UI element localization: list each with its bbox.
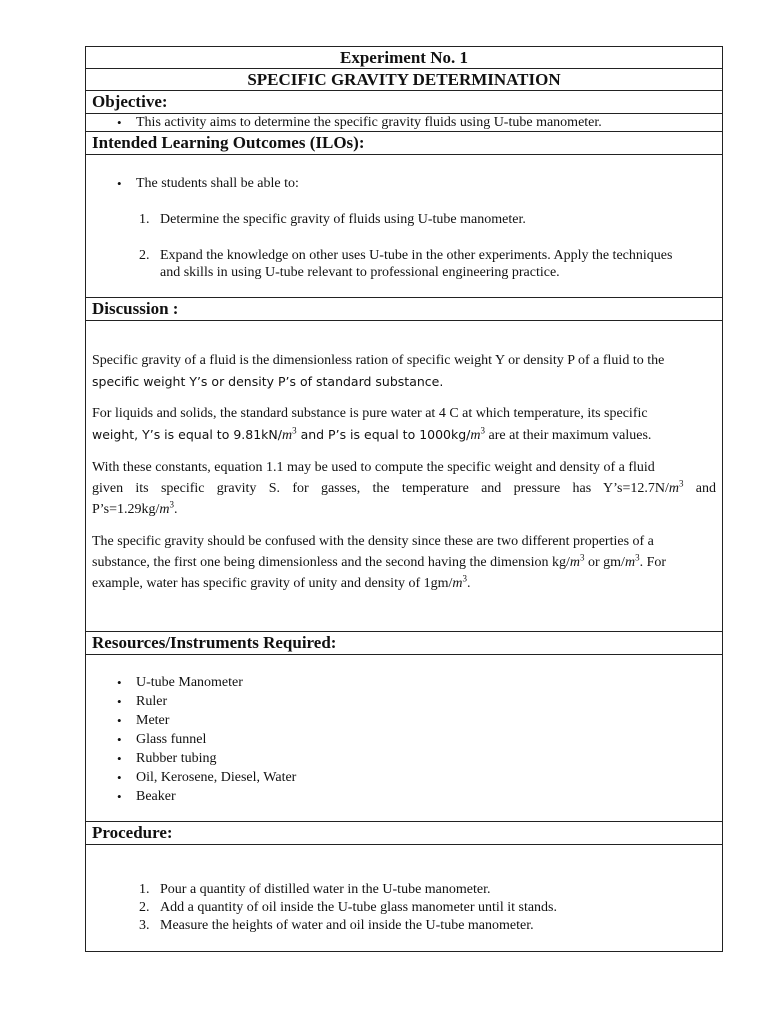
resources-heading: Resources/Instruments Required: <box>86 632 723 655</box>
objective-cell <box>86 114 723 132</box>
ilo-text-continued: and skills in using U-tube relevant to professional engineering practice. <box>160 265 560 280</box>
unit-exponent: 3 <box>462 573 468 584</box>
text-run: . For <box>639 555 667 570</box>
step-text: Pour a quantity of distilled water in the U-tube manometer. <box>160 882 491 897</box>
paragraph-line <box>92 573 716 594</box>
text-run: . <box>467 576 471 591</box>
paragraph-line: specific weight Y’s or density P’s of standard substance. <box>92 374 444 389</box>
resource-item: • Ruler <box>92 692 716 711</box>
experiment-title: SPECIFIC GRAVITY DETERMINATION <box>86 69 723 91</box>
resource-item: • U-tube Manometer <box>92 673 716 692</box>
paragraph-line: For liquids and solids, the standard substance is pure water at 4 C at which temperature, its specific <box>92 406 648 421</box>
paragraph-line <box>92 424 716 446</box>
unit-m: m <box>624 555 636 570</box>
paragraph-line: Specific gravity of a fluid is the dimensionless ration of specific weight Y or density P of a fluid to the <box>92 353 665 368</box>
paragraph-line <box>92 552 716 573</box>
resource-item: • Rubber tubing <box>92 749 716 768</box>
text-run: and P’s is equal to 1000kg/ <box>296 427 471 442</box>
paragraph-line <box>92 478 716 499</box>
step-text: Measure the heights of water and oil inside the U-tube manometer. <box>160 918 534 933</box>
resources-list <box>92 673 716 806</box>
resource-item: • Glass funnel <box>92 730 716 749</box>
procedure-cell <box>86 845 723 952</box>
text-run: weight, Y’s is equal to 9.81kN/ <box>92 427 282 442</box>
unit-m: m <box>668 481 679 496</box>
unit-exponent: 3 <box>169 499 175 510</box>
paragraph-line <box>92 499 716 520</box>
step-number: 1. <box>139 882 150 897</box>
unit-exponent: 3 <box>292 425 297 436</box>
text-run: and <box>683 481 717 496</box>
ilo-text: Determine the specific gravity of fluids using U-tube manometer. <box>160 212 526 227</box>
ilos-cell <box>86 155 723 298</box>
experiment-number: Experiment No. 1 <box>86 47 723 69</box>
text-run: substance, the first one being dimensionless and the second having the dimension kg/ <box>92 555 570 570</box>
resources-cell <box>86 655 723 822</box>
unit-m: m <box>159 502 170 517</box>
text-run: are at their maximum values. <box>485 428 652 443</box>
unit-exponent: 3 <box>678 478 684 489</box>
step-number: 2. <box>139 900 150 915</box>
discussion-cell <box>86 321 723 632</box>
text-run: or gm/ <box>584 555 625 570</box>
unit-exponent: 3 <box>480 425 486 436</box>
unit-m: m <box>470 428 481 443</box>
experiment-sheet <box>85 46 723 952</box>
step-number: 3. <box>139 918 150 933</box>
discussion-paragraph-2 <box>92 403 716 446</box>
ilo-text: Expand the knowledge on other uses U-tube in the other experiments. Apply the techniques <box>160 248 673 263</box>
paragraph-line: With these constants, equation 1.1 may be used to compute the specific weight and density of a fluid <box>92 460 655 475</box>
objective-bullet: • This activity aims to determine the specific gravity fluids using U-tube manometer. <box>92 114 716 131</box>
discussion-heading: Discussion : <box>86 298 723 321</box>
unit-exponent: 3 <box>635 552 640 563</box>
unit-m: m <box>452 576 463 591</box>
procedure-step <box>92 899 716 917</box>
ilo-number: 2. <box>139 248 150 263</box>
text-run: given its specific gravity S. for gasses, the temperature and pressure has Y’s=12.7N/ <box>92 481 669 496</box>
resource-item: • Oil, Kerosene, Diesel, Water <box>92 768 716 787</box>
paragraph-line: The specific gravity should be confused with the density since these are two different properties of a <box>92 534 654 549</box>
step-text: Add a quantity of oil inside the U-tube glass manometer until it stands. <box>160 900 557 915</box>
unit-m: m <box>281 428 293 443</box>
experiment-table <box>85 46 723 952</box>
unit-exponent: 3 <box>579 552 585 563</box>
ilo-item-1 <box>92 211 716 228</box>
discussion-paragraph-3 <box>92 457 716 520</box>
resource-item: • Beaker <box>92 787 716 806</box>
procedure-heading: Procedure: <box>86 822 723 845</box>
ilos-heading: Intended Learning Outcomes (ILOs): <box>86 132 723 155</box>
unit-m: m <box>569 555 580 570</box>
ilo-number: 1. <box>139 212 150 227</box>
procedure-step <box>92 881 716 899</box>
procedure-step <box>92 917 716 935</box>
discussion-paragraph-1 <box>92 350 716 392</box>
text-run: . <box>174 502 178 517</box>
text-run: P’s=1.29kg/ <box>92 502 160 517</box>
ilo-item-2 <box>92 247 716 281</box>
ilos-intro: • The students shall be able to: <box>92 175 716 192</box>
resource-item: • Meter <box>92 711 716 730</box>
objective-heading: Objective: <box>86 91 723 114</box>
discussion-paragraph-4 <box>92 531 716 594</box>
text-run: example, water has specific gravity of unity and density of 1gm/ <box>92 576 453 591</box>
